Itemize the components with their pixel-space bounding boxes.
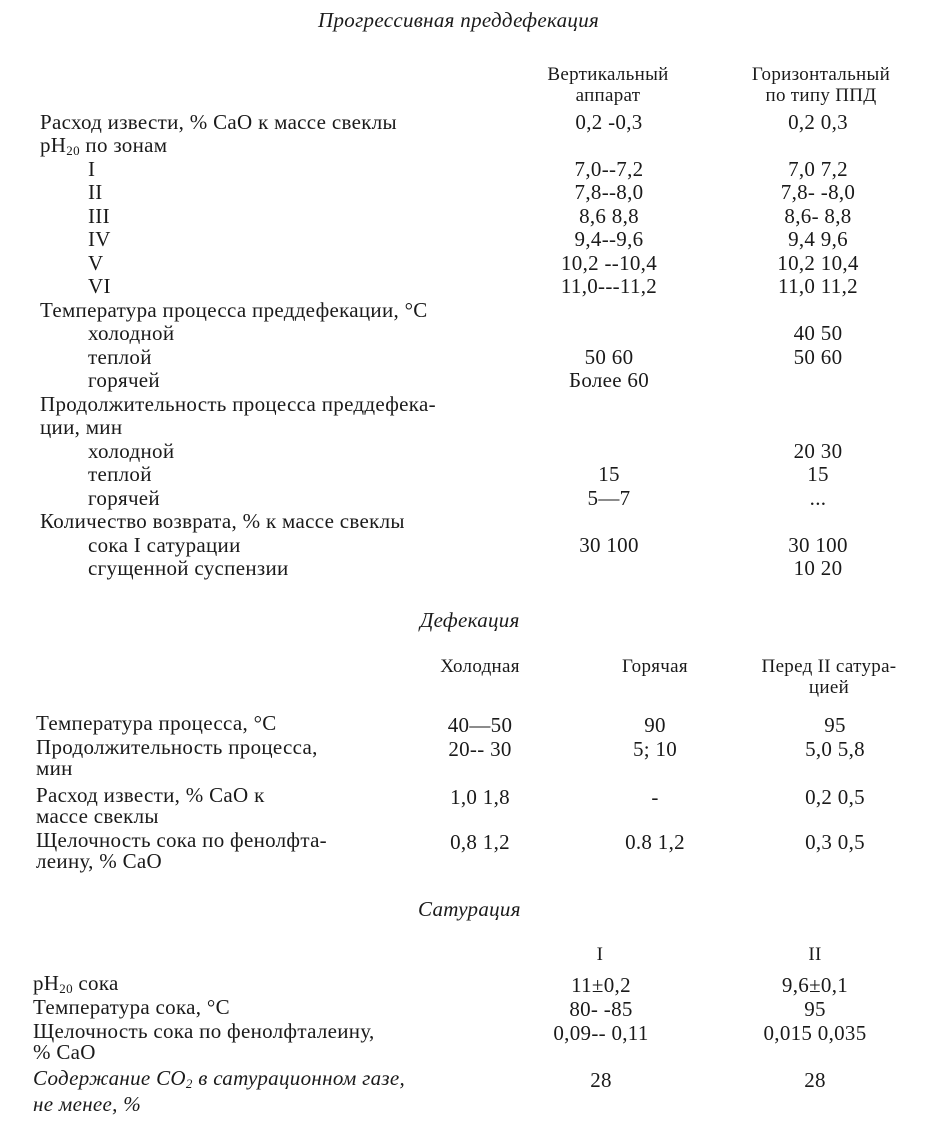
column-header-horizontal-ppd (736, 64, 906, 106)
table-row (0, 737, 942, 781)
vertical-apparatus-value: 7,0--7,2 (574, 157, 644, 181)
table-row (0, 345, 942, 369)
column-header-saturation-1: I (596, 944, 604, 965)
row-label: Расход извести, % CaO к массе свеклы (40, 110, 397, 134)
row-label: холодной (88, 439, 175, 463)
header-line: цией (808, 677, 850, 698)
vertical-apparatus-value: 11,0---11,2 (560, 274, 658, 298)
saturation-2-value: 9,6±0,1 (781, 973, 849, 997)
cold-value: 40—50 (447, 713, 513, 737)
row-label: Температура процесса преддефекации, °С (40, 298, 428, 322)
horizontal-ppd-value: 20 30 (793, 439, 843, 463)
row-label: II (88, 180, 103, 204)
row-label (36, 785, 265, 827)
horizontal-ppd-value: 0,2 0,3 (788, 110, 848, 134)
label-line: массе свеклы (36, 804, 159, 828)
saturation-1-value: 11±0,2 (571, 973, 631, 997)
horizontal-ppd-value: 7,0 7,2 (788, 157, 848, 181)
cold-value: 1,0 1,8 (450, 785, 510, 809)
label-line: мин (36, 756, 73, 780)
saturation-2-value: 0,015 0,035 (763, 1021, 867, 1045)
cold-value: 0,8 1,2 (450, 830, 510, 854)
horizontal-ppd-value: 9,4 9,6 (788, 227, 848, 251)
vertical-apparatus-value: 50 60 (584, 345, 634, 369)
section-title-saturation: Сатурация (418, 897, 521, 921)
vertical-apparatus-value: 7,8--8,0 (574, 180, 644, 204)
table-row (0, 157, 942, 181)
vertical-apparatus-value: 8,6 8,8 (579, 204, 639, 228)
header-line: аппарат (575, 85, 641, 106)
header-line: Перед II сатура- (761, 656, 897, 677)
label-line: Щелочность сока по фенолфталеину, (33, 1019, 375, 1043)
row-label (33, 1021, 375, 1063)
vertical-apparatus-value: Более 60 (568, 368, 650, 392)
label-line: Щелочность сока по фенолфта- (36, 828, 327, 852)
label-line: Расход извести, % CaO к (36, 783, 265, 807)
horizontal-ppd-value: 10 20 (793, 556, 843, 580)
horizontal-ppd-value: ... (809, 486, 827, 510)
row-label: IV (88, 227, 111, 251)
horizontal-ppd-value: 50 60 (793, 345, 843, 369)
before-second-saturation-value: 95 (824, 713, 846, 737)
saturation-2-value: 95 (804, 997, 826, 1021)
before-second-saturation-value: 0,2 0,5 (805, 785, 865, 809)
row-label: сока I сатурации (88, 533, 241, 557)
header-line: Горизонтальный (751, 64, 891, 85)
label-line: не менее, % (33, 1092, 142, 1116)
before-second-saturation-value: 5,0 5,8 (805, 737, 865, 761)
label-line: леину, % CaO (36, 849, 163, 873)
horizontal-ppd-value: 40 50 (793, 321, 843, 345)
row-label: I (88, 157, 96, 181)
cold-value: 20-- 30 (448, 737, 512, 761)
vertical-apparatus-value: 5—7 (587, 486, 631, 510)
table-row (0, 439, 942, 463)
table-row (0, 415, 942, 439)
row-label: горячей (88, 368, 160, 392)
vertical-apparatus-value: 10,2 --10,4 (560, 251, 658, 275)
table-row (0, 785, 942, 829)
row-label: Продолжительность процесса преддефека- (40, 392, 436, 416)
row-label: сгущенной суспензии (88, 556, 289, 580)
row-label (36, 737, 318, 779)
row-label: холодной (88, 321, 175, 345)
table-row (0, 533, 942, 557)
hot-value: - (651, 785, 659, 809)
table-row (0, 830, 942, 874)
vertical-apparatus-value: 9,4--9,6 (574, 227, 644, 251)
table-row (0, 321, 942, 345)
label-line: Содержание $CO_2$ в сатурационном газе, (33, 1066, 406, 1091)
row-label: Количество возврата, % к массе свеклы (40, 509, 405, 533)
table-row (0, 274, 942, 298)
table-row (0, 180, 942, 204)
saturation-1-value: 0,09-- 0,11 (553, 1021, 649, 1045)
table-row (0, 298, 942, 322)
before-second-saturation-value: 0,3 0,5 (805, 830, 865, 854)
row-label: горячей (88, 486, 160, 510)
table-row (0, 368, 942, 392)
label-line: Продолжительность процесса, (36, 735, 318, 759)
hot-value: 0.8 1,2 (625, 830, 685, 854)
table-row (0, 392, 942, 416)
row-label: VI (88, 274, 111, 298)
table-row (0, 1066, 942, 1116)
row-label: ции, мин (40, 415, 123, 439)
table-row (0, 133, 942, 157)
horizontal-ppd-value: 8,6- 8,8 (784, 204, 852, 228)
vertical-apparatus-value: 30 100 (579, 533, 639, 557)
table-row (0, 227, 942, 251)
row-label: V (88, 251, 104, 275)
column-header-hot: Горячая (622, 656, 688, 677)
horizontal-ppd-value: 7,8- -8,0 (780, 180, 856, 204)
label-line: % CaO (33, 1040, 96, 1064)
label-line: Температура сока, °С (33, 995, 230, 1019)
horizontal-ppd-value: 15 (807, 462, 829, 486)
header-line: по типу ППД (765, 85, 877, 106)
hot-value: 90 (644, 713, 666, 737)
label-line: Температура процесса, °С (36, 711, 277, 735)
table-row (0, 509, 942, 533)
horizontal-ppd-value: 11,0 11,2 (778, 274, 858, 298)
table-row (0, 1021, 942, 1065)
saturation-2-value: 28 (804, 1068, 826, 1092)
label-line: $pH_{20}$ сока (33, 971, 119, 996)
vertical-apparatus-value: 0,2 -0,3 (575, 110, 643, 134)
row-label: III (88, 204, 110, 228)
table-row (0, 462, 942, 486)
horizontal-ppd-value: 30 100 (788, 533, 848, 557)
table-row (0, 486, 942, 510)
header-line: Вертикальный (547, 64, 669, 85)
saturation-1-value: 80- -85 (569, 997, 633, 1021)
hot-value: 5; 10 (632, 737, 678, 761)
column-header-vertical-apparatus (535, 64, 681, 106)
row-label (33, 997, 230, 1018)
saturation-1-value: 28 (590, 1068, 612, 1092)
horizontal-ppd-value: 10,2 10,4 (777, 251, 859, 275)
column-header-saturation-2: II (808, 944, 822, 965)
section-title-progressive-predefecation: Прогрессивная преддефекация (318, 8, 600, 32)
table-row (0, 556, 942, 580)
row-label (33, 1068, 405, 1115)
row-label (36, 830, 327, 872)
row-label (36, 713, 277, 734)
section-title-defecation: Дефекация (420, 608, 520, 632)
row-label: теплой (88, 345, 152, 369)
column-header-before-second-saturation (740, 656, 918, 698)
row-label: теплой (88, 462, 152, 486)
column-header-cold: Холодная (440, 656, 520, 677)
table-row (0, 204, 942, 228)
table-row (0, 251, 942, 275)
row-label: $pH_{20}$ по зонам (40, 133, 168, 158)
table-row (0, 110, 942, 134)
vertical-apparatus-value: 15 (598, 462, 620, 486)
